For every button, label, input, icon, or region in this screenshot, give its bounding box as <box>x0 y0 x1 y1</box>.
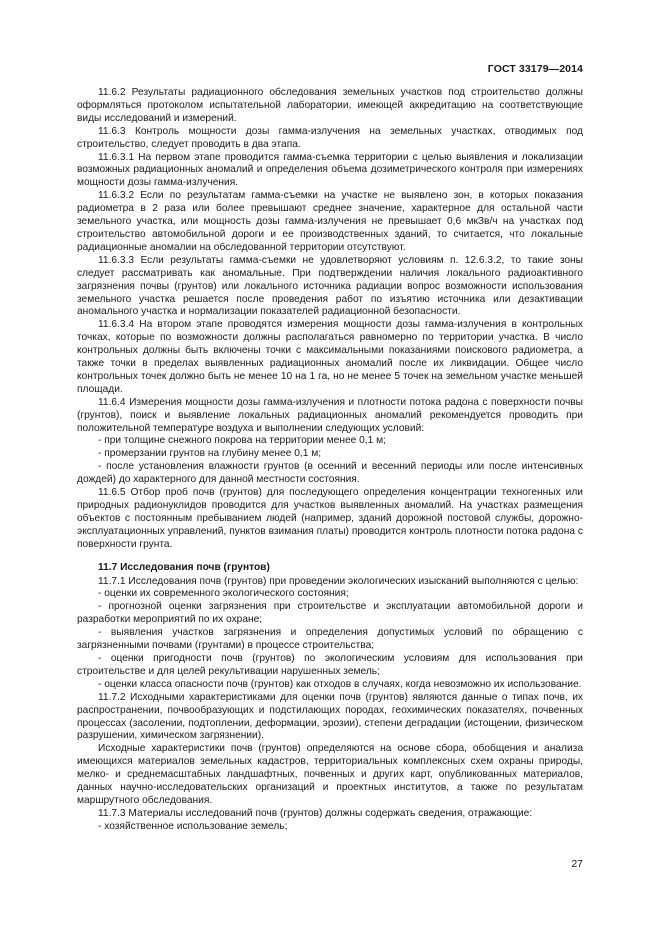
paragraph: 11.6.3.1 На первом этапе проводится гамма-съемка территории с целью выявления и локализации возможных радиационных аномалий и определения объема дозиметрического контроля при измерениях мощности дозы гамма-излучения. <box>77 151 583 189</box>
paragraph: 11.6.3 Контроль мощности дозы гамма-излучения на земельных участках, отводимых под строительство, следует проводить в два этапа. <box>77 125 583 150</box>
list-item: - промерзании грунтов на глубину менее 0,1 м; <box>98 448 322 460</box>
paragraph: 11.6.3.2 Если по результатам гамма-съемки на участке не выявлено зон, в которых показания радиометра в 2 раза или более превышают среднее значение, характерное для остальной части земельного участка, или мощность дозы гамма-излучения не превышает 0,6 мкЗв/ч на участках под строительство автомобильной дороги и ее производственных зданий, то считается, что локальные радиационные аномалии на обследованной территории отсутствуют. <box>77 190 583 253</box>
document-body <box>77 87 583 834</box>
paragraph: 11.6.4 Измерения мощности дозы гамма-излучения и плотности потока радона с поверхности почвы (грунтов), поиск и выявление локальных радиационных аномалий рекомендуется проводить при положительной температуре воздуха и выполнении следующих условий: <box>77 396 583 434</box>
document-id-header: ГОСТ 33179—2014 <box>487 63 583 75</box>
paragraph: 11.7.2 Исходными характеристиками для оценки почв (грунтов) являются данные о типах почв, их распространении, почвообразующих и подстилающих породах, геохимических показателях, почвенных процессах (засолении, подтоплении, деформации, эрозии), степени деградации (истощении, физическом разрушении, химическом загрязнении). <box>77 691 583 742</box>
paragraph: 11.6.3.4 На втором этапе проводятся измерения мощности дозы гамма-излучения в контрольных точках, которые по возможности должны располагаться равномерно по территории участка. В число контрольных должны быть включены точки с максимальными показаниями поискового радиометра, а также точки в пределах выявленных радиационных аномалий после их ликвидации. Общее число контрольных точек должно быть не менее 10 на 1 га, но не менее 5 точек на земельном участке меньшей площади. <box>77 319 583 395</box>
paragraph: Исходные характеристики почв (грунтов) определяются на основе сбора, обобщения и анализа имеющихся материалов земельных кадастров, территориальных комплексных схем охраны природы, мелко- и среднемасштабных ландшафтных, почвенных и других карт, опубликованных материалов, данных научно-исследовательских организаций и проектных институтов, а также по результатам маршрутного обследования. <box>77 743 583 806</box>
list-item: - после установления влажности грунтов (в осенний и весенний периоды или после интенсивных дождей) до характерного для данной местности состояния. <box>77 461 583 486</box>
list-item: - прогнозной оценки загрязнения при строительстве и эксплуатации автомобильной дороги и разработки мероприятий по их охране; <box>77 601 583 626</box>
section-heading: 11.7 Исследования почв (грунтов) <box>98 561 270 573</box>
list-item: - оценки пригодности почв (грунтов) по экологическим условиям для использования при строительстве и для целей рекультивации нарушенных земель; <box>77 652 583 677</box>
paragraph: 11.6.5 Отбор проб почв (грунтов) для последующего определения концентрации техногенных или природных радионуклидов проводится для участков выявленных аномалий. На участках размещения объектов с постоянным пребыванием людей (например, зданий дорожной постовой службы, дорожно-эксплуатационных управлений, пунктов взимания платы) проводится контроль плотности потока радона с поверхности грунта. <box>77 487 583 550</box>
paragraph: 11.6.2 Результаты радиационного обследования земельных участков под строительство должны оформляться протоколом испытательной лаборатории, имеющей аккредитацию на соответствующие виды исследований и измерений. <box>77 87 583 124</box>
list-item: - оценки их современного экологического состояния; <box>98 588 349 600</box>
paragraph: 11.7.1 Исследования почв (грунтов) при проведении экологических изысканий выполняются с целью: <box>98 575 579 587</box>
list-item: - хозяйственное использование земель; <box>98 820 288 832</box>
list-item: - при толщине снежного покрова на территории менее 0,1 м; <box>98 435 386 447</box>
list-item: - выявления участков загрязнения и определения допустимых условий по обращению с загрязненными почвами (грунтами) в процессе строительства; <box>77 627 583 652</box>
page-number: 27 <box>571 858 583 870</box>
list-item: - оценки класса опасности почв (грунтов) как отходов в случаях, когда невозможно их использование. <box>98 678 582 690</box>
paragraph: 11.7.3 Материалы исследований почв (грунтов) должны содержать сведения, отражающие: <box>98 807 533 819</box>
paragraph: 11.6.3.3 Если результаты гамма-съемки не удовлетворяют условиям п. 12.6.3.2, то такие зоны следует рассматривать как аномальные. При подтверждении наличия локального радиоактивного загрязнения почвы (грунтов) или локального источника радиации вопрос возможности использования земельного участка решается после проведения работ по изъятию источника или дезактивации аномального участка и нормализации показателей радиационной безопасности. <box>77 254 583 318</box>
